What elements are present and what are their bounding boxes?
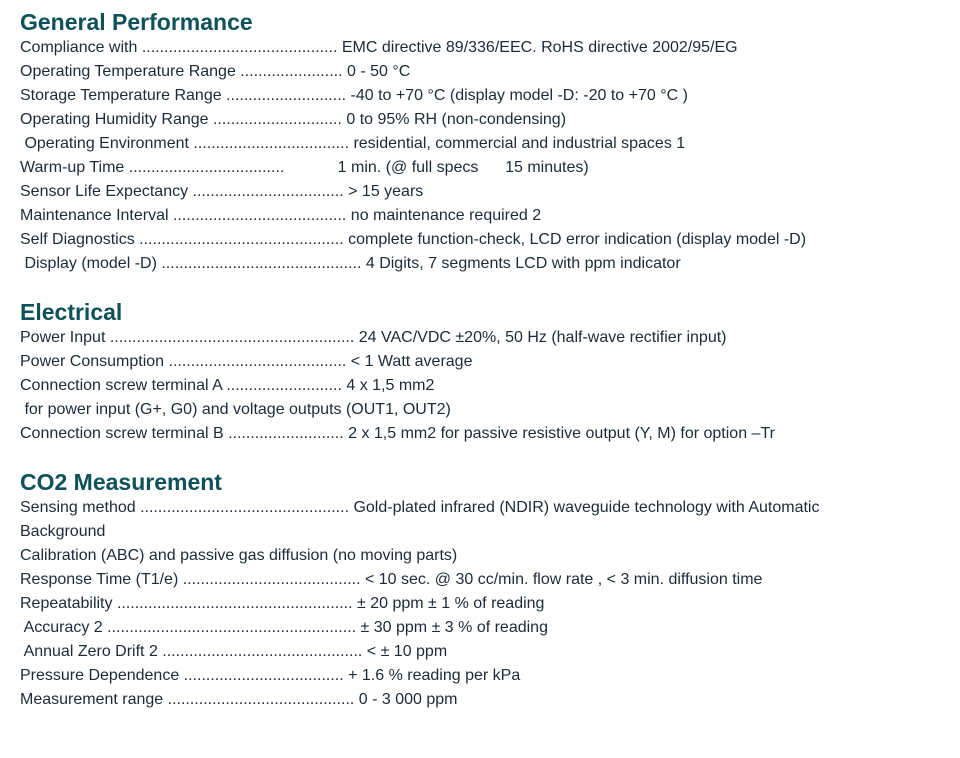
spec-line: Display (model -D) ............................................. 4 Digits, 7 segments LCD with ppm indicator xyxy=(20,255,681,272)
spec-line: Accuracy 2 ........................................................ ± 30 ppm ± 3 % of reading xyxy=(20,619,548,636)
spec-line: Sensor Life Expectancy .................................. > 15 years xyxy=(20,183,424,200)
spec-document xyxy=(20,8,950,712)
spec-line: Connection screw terminal A .......................... 4 x 1,5 mm2 xyxy=(20,377,435,394)
spec-line: Measurement range .......................................... 0 - 3 000 ppm xyxy=(20,691,458,708)
spec-line: Maintenance Interval ....................................... no maintenance required 2 xyxy=(20,207,542,224)
spec-line: Background xyxy=(20,523,106,540)
spec-line: Sensing method ............................................... Gold-plated infrared (NDIR) waveguide technology with Automatic xyxy=(20,499,820,516)
section-general-performance xyxy=(20,8,950,276)
spec-line: Compliance with ............................................ EMC directive 89/336/EEC. RoHS directive 2002/95/EG xyxy=(20,39,738,56)
spec-line: Repeatability ..................................................... ± 20 ppm ± 1 % of reading xyxy=(20,595,545,612)
section-co2-measurement xyxy=(20,468,950,712)
spec-line: Operating Humidity Range ............................. 0 to 95% RH (non-condensing) xyxy=(20,111,567,128)
spec-line: Annual Zero Drift 2 ............................................. < ± 10 ppm xyxy=(20,643,448,660)
spec-list xyxy=(20,326,950,446)
spec-line: Pressure Dependence .................................... + 1.6 % reading per kPa xyxy=(20,667,521,684)
spec-line: Self Diagnostics .............................................. complete function-check, LCD error indication (display model -D) xyxy=(20,231,807,248)
spec-line: Response Time (T1/e) ........................................ < 10 sec. @ 30 cc/min. flow rate , < 3 min. diffusion time xyxy=(20,571,763,588)
spec-line: for power input (G+, G0) and voltage outputs (OUT1, OUT2) xyxy=(20,401,451,418)
spec-line: Power Consumption ........................................ < 1 Watt average xyxy=(20,353,473,370)
spec-line: Power Input ....................................................... 24 VAC/VDC ±20%, 50 Hz (half-wave rectifier input) xyxy=(20,329,727,346)
spec-line: Calibration (ABC) and passive gas diffusion (no moving parts) xyxy=(20,547,458,564)
spec-line: Operating Temperature Range ....................... 0 - 50 °C xyxy=(20,63,411,80)
section-title: Electrical xyxy=(20,299,123,325)
spec-line: Warm-up Time ................................... 1 min. (@ full specs 15 minutes) xyxy=(20,159,589,176)
spec-list xyxy=(20,496,950,712)
spec-line: Storage Temperature Range ........................... -40 to +70 °C (display model -D: -20 to +70 °C ) xyxy=(20,87,688,104)
section-electrical xyxy=(20,298,950,446)
section-title: General Performance xyxy=(20,9,253,35)
section-title: CO2 Measurement xyxy=(20,469,222,495)
spec-line: Connection screw terminal B .......................... 2 x 1,5 mm2 for passive resistive output (Y, M) for option –Tr xyxy=(20,425,775,442)
spec-line: Operating Environment ................................... residential, commercial and industrial spaces 1 xyxy=(20,135,686,152)
spec-list xyxy=(20,36,950,276)
